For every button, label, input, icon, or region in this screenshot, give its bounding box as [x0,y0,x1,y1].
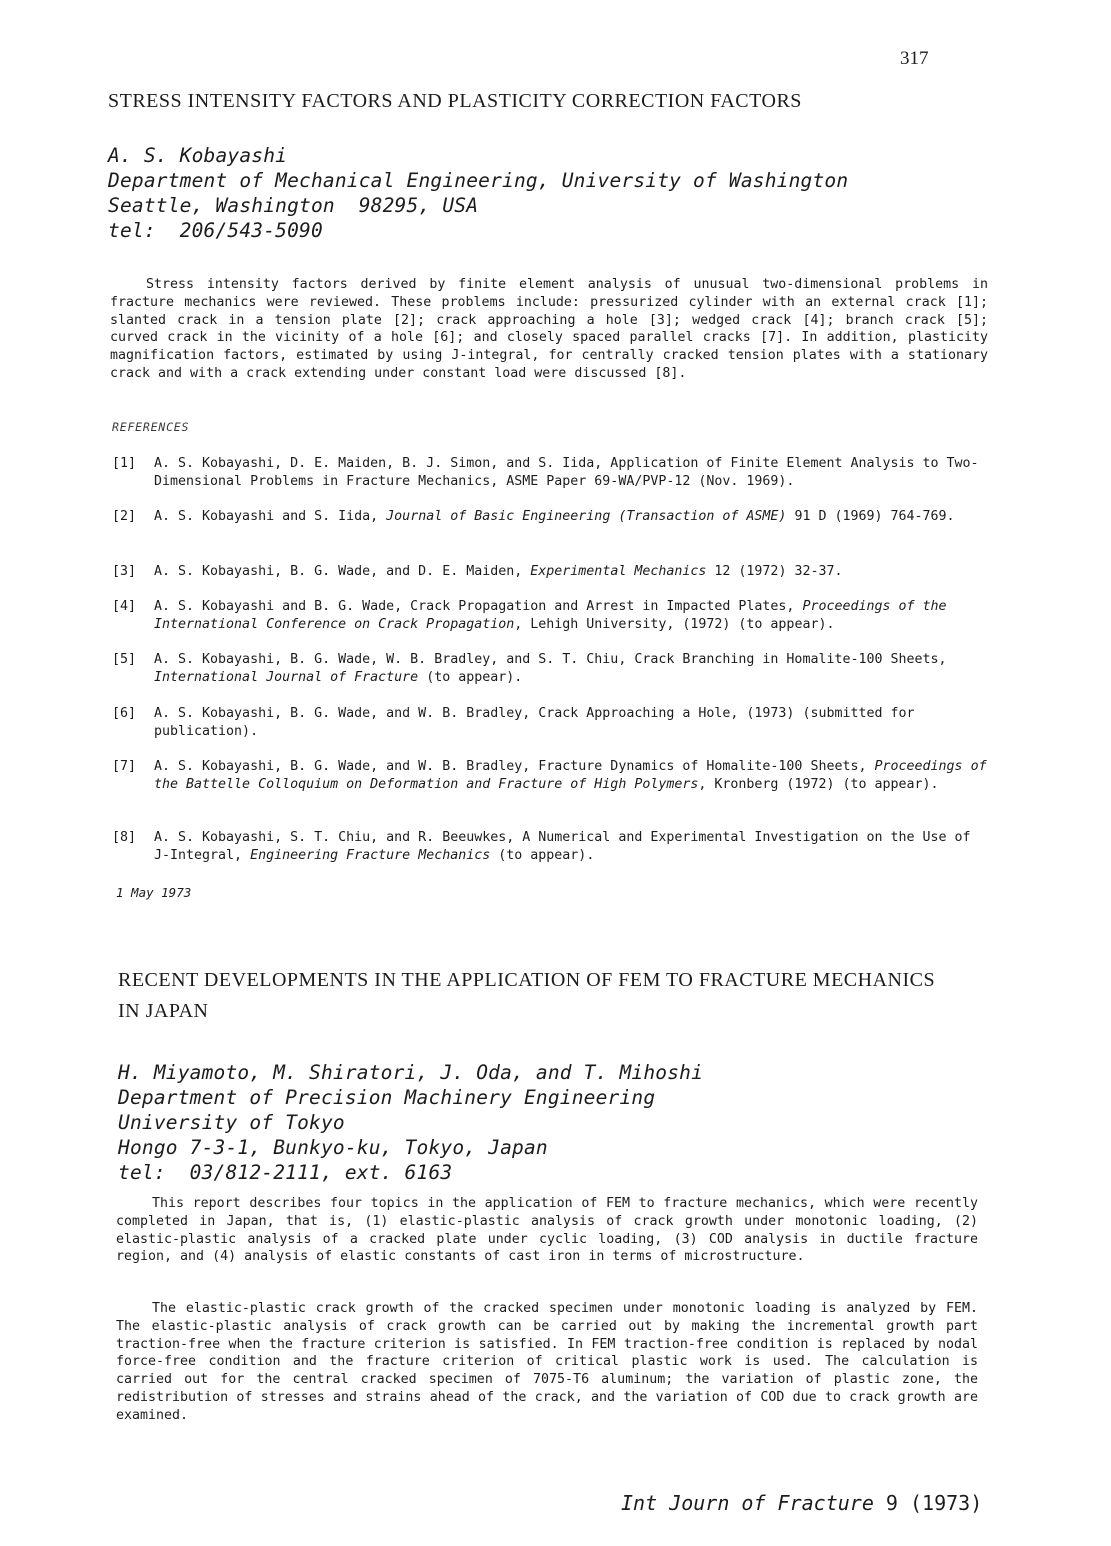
article2-title: RECENT DEVELOPMENTS IN THE APPLICATION OF FEM TO FRACTURE MECHANICS IN JAPAN [118,969,936,1022]
page-number: 317 [900,48,929,69]
journal-footer [621,1491,982,1515]
reference-item [112,598,992,634]
reference-text: A. S. Kobayashi and B. G. Wade, Crack Propagation and Arrest in Impacted Plates, Proceedings of the International Conference on Crack Propagation, Lehigh University, (1972) (to appear). [154,599,947,632]
article2-authors: H. Miyamoto, M. Shiratori, J. Oda, and T. Mihoshi [118,1061,704,1084]
reference-number: [3] [112,564,137,579]
article1-abstract: Stress intensity factors derived by finite element analysis of unusual two-dimensional problems in fracture mechanics were reviewed. These problems include: pressurized cylinder with an external crack [1]; slanted crack in a tension plate [2]; crack approaching a hole [3]; wedged crack [4]; branch crack [5]; curved crack in the vicinity of a hole [6]; and closely spaced parallel cracks [7]. In addition, plasticity magnification factors, estimated by using J-integral, for centrally cracked tension plates with a stationary crack and with a crack extending under constant load were discussed [8]. [110,277,988,381]
reference-text: A. S. Kobayashi and S. Iida, Journal of Basic Engineering (Transaction of ASME) 91 D (1969) 764-769. [154,509,955,524]
reference-item [112,829,992,865]
article2-department: Department of Precision Machinery Engineering [118,1086,656,1109]
reference-text: A. S. Kobayashi, B. G. Wade, W. B. Bradley, and S. T. Chiu, Crack Branching in Homalite-100 Sheets, International Journal of Fracture (to appear). [154,652,947,685]
article2-author-block [118,1060,703,1185]
reference-text: A. S. Kobayashi, B. G. Wade, and W. B. Bradley, Fracture Dynamics of Homalite-100 Sheets, Proceedings of the Battelle Colloquium on Deformation and Fracture of High Polymers, Kronberg (1972) (to appear). [154,759,987,792]
article2-tel: tel: 03/812-2111, ext. 6163 [118,1161,453,1184]
reference-number: [4] [112,599,137,614]
article1-address: Seattle, Washington 98295, USA [108,194,479,217]
reference-number: [7] [112,759,137,774]
journal-volume: 9 (1973) [885,1491,983,1515]
reference-item [112,705,992,741]
article2-university: University of Tokyo [118,1111,345,1134]
article1-title: STRESS INTENSITY FACTORS AND PLASTICITY CORRECTION FACTORS [108,90,802,112]
journal-name: Int Journ of Fracture [621,1491,874,1515]
reference-number: [8] [112,830,137,845]
reference-number: [2] [112,509,137,524]
reference-number: [1] [112,456,137,471]
reference-item [112,455,992,491]
reference-number: [6] [112,706,137,721]
reference-item [112,508,992,526]
article1-tel: tel: 206/543-5090 [108,219,323,242]
article2-paragraph-2: The elastic-plastic crack growth of the cracked specimen under monotonic loading is analyzed by FEM. The elastic-plastic analysis of crack growth can be carried out by making the incremental growth part traction-free when the fracture criterion is satisfied. In FEM traction-free condition is replaced by nodal force-free condition and the fracture criterion of critical plastic work is used. The calculation is carried out for the central cracked specimen of 7075-T6 aluminum; the variation of plastic zone, the redistribution of stresses and strains ahead of the crack, and the variation of COD due to crack growth are examined. [116,1301,978,1423]
article1-author: A. S. Kobayashi [108,144,288,167]
reference-text: A. S. Kobayashi, B. G. Wade, and W. B. Bradley, Crack Approaching a Hole, (1973) (submitted for publication). [154,706,915,739]
references-heading: REFERENCES [112,420,190,434]
reference-item [112,651,992,687]
reference-item [112,758,992,794]
reference-text: A. S. Kobayashi, S. T. Chiu, and R. Beeuwkes, A Numerical and Experimental Investigation on the Use of J-Integral, Engineering Fracture Mechanics (to appear). [154,830,971,863]
reference-text: A. S. Kobayashi, B. G. Wade, and D. E. Maiden, Experimental Mechanics 12 (1972) 32-37. [154,564,843,579]
reference-number: [5] [112,652,137,667]
article1-date: 1 May 1973 [116,885,192,900]
article1-department: Department of Mechanical Engineering, University of Washington [108,169,849,192]
reference-item [112,563,992,581]
article1-author-block [108,143,848,243]
article2-address: Hongo 7-3-1, Bunkyo-ku, Tokyo, Japan [118,1136,548,1159]
reference-text: A. S. Kobayashi, D. E. Maiden, B. J. Simon, and S. Iida, Application of Finite Element Analysis to Two-Dimensional Problems in Fracture Mechanics, ASME Paper 69-WA/PVP-12 (Nov. 1969). [154,456,979,489]
article2-paragraph-1: This report describes four topics in the application of FEM to fracture mechanics, which were recently completed in Japan, that is, (1) elastic-plastic analysis of crack growth under monotonic loading, (2) elastic-plastic analysis of a cracked plate under cyclic loading, (3) COD analysis in ductile fracture region, and (4) analysis of elastic constants of cast iron in terms of microstructure. [116,1196,978,1265]
